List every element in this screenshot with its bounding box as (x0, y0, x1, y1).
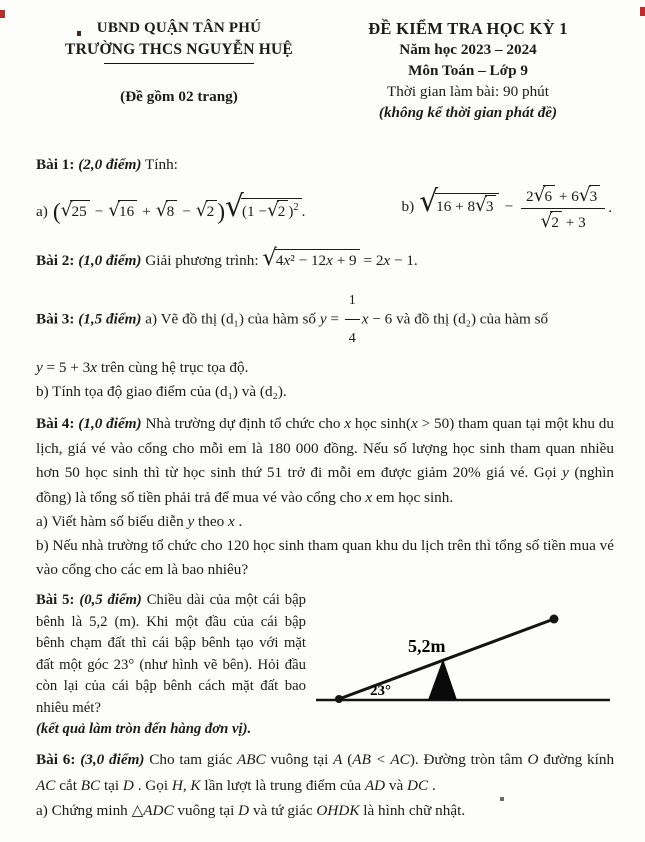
math-var: y (36, 359, 43, 376)
problem-4-body (36, 412, 614, 510)
problem-5-text (36, 590, 306, 741)
radical-sign: √ (578, 184, 591, 206)
problem-points: (1,0 điểm) (78, 252, 142, 269)
text-token: . (428, 776, 436, 794)
text-token: trên cùng hệ trục tọa độ. (97, 359, 249, 376)
math-var: AC (36, 776, 56, 794)
problem-points: (0,5 điểm) (79, 592, 142, 608)
school-block (36, 18, 322, 123)
problem-4-item-b: b) Nếu nhà trường tổ chức cho 120 học sinh tham quan khu du lịch trên thì tổng số tiền mua vé vào cổng cho các em là bao nhiêu? (36, 537, 614, 578)
fraction-numerator: 1 (345, 284, 360, 320)
radicand: 2 (550, 211, 562, 232)
angle-label: 23° (370, 683, 391, 699)
text-token: em học sinh. (372, 488, 454, 506)
paren-open: ( (52, 199, 61, 226)
operator: − (182, 203, 191, 221)
math-var: y (187, 513, 195, 530)
sqrt-term (155, 200, 177, 222)
radicand: 8 (166, 200, 178, 221)
math-var: D (238, 801, 250, 819)
text-token: + 9 (332, 252, 357, 269)
problem-6 (36, 747, 614, 823)
radicand: 3 (589, 185, 601, 206)
radical-sign: √ (262, 245, 277, 271)
text-token: ( (342, 750, 353, 768)
text-token: + 3 (561, 213, 586, 231)
text-token: là hình chữ nhật. (359, 801, 466, 819)
problem-3-line1 (36, 284, 614, 356)
math-var: x (344, 415, 352, 432)
exam-header (36, 18, 614, 123)
text-token: và đồ thị (d₂) của hàm số (392, 310, 549, 328)
text-token: . Gọi (133, 776, 172, 794)
sqrt-term (262, 245, 359, 271)
duration-note: (không kể thời gian phát đề) (378, 104, 558, 121)
sqrt-term (108, 200, 137, 222)
text-token: cắt (55, 776, 81, 794)
exam-duration: Thời gian làm bài: 90 phút (387, 83, 549, 100)
fraction-denominator: 4 (348, 331, 356, 346)
school-name: TRƯỜNG THCS NGUYỄN HUỆ (65, 41, 293, 58)
problem-3 (36, 284, 614, 404)
problem-points: (1,5 điểm) (78, 310, 142, 328)
operator: − (504, 198, 514, 216)
text-token: = 5 + 3 (42, 359, 91, 376)
problem-intro: Tính: (145, 156, 178, 173)
text-token: theo (194, 513, 228, 530)
math-var: y (562, 464, 569, 481)
text-token: vuông tại (173, 801, 239, 819)
problem-points: (1,0 điểm) (78, 415, 142, 432)
radicand: 25 (70, 200, 89, 221)
text-token: + 6 (555, 187, 579, 205)
text-token: tại (100, 776, 123, 794)
problem-label: Bài 6: (36, 750, 76, 768)
text-token: − 6 (368, 310, 393, 328)
radical-sign: √ (540, 210, 553, 232)
text-token: ) (288, 203, 294, 221)
problem-label: Bài 3: (36, 310, 75, 328)
text-token: . (234, 513, 243, 530)
problem-intro: Giải phương trình: (145, 252, 259, 269)
radicand: 6 (543, 185, 555, 206)
text-token: a) Chứng minh (36, 801, 132, 819)
text-token: (1 − (241, 203, 267, 221)
sqrt-term (60, 200, 90, 222)
problem-2 (36, 246, 614, 276)
page-content (36, 18, 614, 823)
text-token: = 2 (359, 252, 384, 269)
math-var: DC (407, 776, 429, 794)
problem-5-body: Chiều dài của một cái bập bênh là 5,2 (m). Khi một đầu của cái bập bênh chạm đất thì cái bập bênh tạo với mặt đất một góc 23° (như hình vẽ bên). Hỏi đầu còn lại của cái bập bênh cách mặt đất bao nhiêu mét? (36, 592, 306, 716)
sqrt-term (578, 184, 600, 206)
scan-artifact-red-right (640, 7, 645, 16)
formula-2 (262, 245, 418, 271)
math-var: △ADC (131, 801, 174, 819)
fraction (521, 185, 605, 232)
operator: − (94, 203, 104, 221)
problem-label: Bài 1: (36, 156, 75, 173)
page-count-note: (Đề gồm 02 trang) (120, 88, 238, 105)
math-var: x (411, 415, 418, 432)
sqrt-nested-term (419, 183, 499, 219)
math-var: x (283, 252, 291, 269)
problem-5 (36, 590, 614, 741)
problem-label: Bài 2: (36, 252, 75, 269)
radicand: 16 (118, 200, 137, 221)
math-var: ABC (236, 750, 266, 768)
paren-close: ) (217, 199, 226, 226)
math-var: x (365, 488, 373, 506)
math-var: x (326, 252, 333, 269)
problem-points: (3,0 điểm) (80, 750, 145, 768)
fraction-denominator (521, 209, 605, 232)
radicand: 2 (206, 200, 218, 221)
subject-grade: Môn Toán – Lớp 9 (408, 62, 528, 79)
radical-sign: √ (155, 200, 168, 222)
scan-artifact-red-left (0, 10, 5, 18)
rounding-note: (kết quả làm tròn đến hàng đơn vị). (36, 721, 252, 737)
operator: + (142, 203, 151, 221)
text-token: ² − 12 (290, 252, 327, 269)
text-token: = (326, 310, 343, 328)
text-token: và (385, 776, 408, 794)
math-var: AB < AC (352, 750, 410, 768)
problem-4 (36, 412, 614, 582)
radical-sign: √ (225, 188, 244, 224)
problem-1-formulas (36, 182, 614, 234)
fraction (345, 284, 360, 356)
math-var: O (527, 750, 539, 768)
exam-title: ĐỀ KIỂM TRA HỌC KỲ 1 (368, 19, 568, 38)
math-var: H, K (171, 776, 201, 794)
radicand: 3 (485, 195, 497, 216)
exam-title-block (322, 18, 614, 123)
exponent: 2 (293, 202, 299, 214)
math-var: x (361, 310, 369, 328)
math-var: BC (80, 776, 101, 794)
radical-sign: √ (195, 200, 208, 222)
seesaw-diagram (314, 606, 614, 718)
text-token: học sinh( (351, 415, 412, 432)
problem-3-line2 (36, 356, 614, 380)
text-token: − 1. (390, 252, 418, 269)
problem-6-item-a (36, 799, 614, 823)
text-token: và tứ giác (249, 801, 317, 819)
sqrt-term (540, 210, 562, 232)
plank-end-dot-left (335, 695, 343, 703)
math-var: D (122, 776, 134, 794)
radical-sign: √ (108, 200, 121, 222)
math-var: x (90, 359, 98, 376)
problem-1-heading (36, 153, 614, 176)
radicand: 2 (277, 200, 289, 221)
sqrt-term (195, 200, 217, 222)
text-token: a) Vẽ đồ thị (d₁) của hàm số (145, 310, 317, 328)
radicand (275, 249, 360, 270)
math-var: A (333, 750, 343, 768)
text-token: lần lượt là trung điểm của (200, 776, 365, 794)
text-token: > 50) tham quan tại một khu du lịch, giá vé vào cổng cho mỗi em là 180 000 đồng. Nếu số lượng học sinh tham quan nhiều hơn 50 học sinh thì từ học sinh thứ 51 trở đi mỗi em được giảm 20% giá vé. Gọi (36, 415, 614, 481)
problem-label: Bài 5: (36, 592, 75, 608)
plank-end-dot-right (550, 615, 559, 624)
fraction-numerator (521, 185, 605, 209)
math-var: AD (364, 776, 386, 794)
text-token: . (608, 198, 612, 216)
sqrt-term (475, 195, 496, 217)
department-name: UBND QUẬN TÂN PHÚ (96, 20, 262, 36)
text-token: 4 (275, 252, 284, 269)
math-var: x (383, 252, 391, 269)
math-var: OHDK (316, 801, 360, 819)
plank-length-label: 5,2m (408, 636, 446, 656)
problem-label: Bài 4: (36, 415, 75, 432)
text-token: . (301, 203, 306, 221)
header-underline (104, 63, 254, 64)
text-token: đường kính (538, 750, 615, 768)
formula-1b (402, 185, 612, 232)
math-var: x (228, 513, 235, 530)
item-label: b) (401, 198, 415, 216)
sqrt-squared-group (225, 188, 302, 224)
radical-sign: √ (60, 200, 73, 222)
problem-3-item-b: b) Tính tọa độ giao điểm của (d₁) và (d₂). (36, 383, 287, 400)
formula-1a (36, 188, 306, 226)
text-token: (nghìn đồng) là tổng số tiền phải trả để mua vé vào cổng cho (36, 464, 614, 506)
text-token: a) Viết hàm số biểu diễn (36, 513, 188, 530)
radicand (241, 198, 302, 221)
problem-4-item-a (36, 510, 614, 534)
math-var: y (319, 310, 327, 328)
sqrt-term (533, 184, 555, 206)
text-token: Nhà trường dự định tổ chức cho (145, 415, 345, 432)
problem-points: (2,0 điểm) (78, 156, 142, 173)
radical-sign: √ (419, 183, 439, 219)
text-token: ). Đường tròn tâm (409, 750, 528, 768)
text-token: vuông tại (265, 750, 334, 768)
radical-sign: √ (266, 200, 279, 222)
problem-5-figure (306, 590, 614, 741)
sqrt-term (266, 200, 288, 222)
text-token: 16 + 8 (436, 198, 476, 216)
school-year: Năm học 2023 – 2024 (399, 41, 537, 58)
radical-sign: √ (533, 184, 546, 206)
item-label: a) (36, 203, 48, 221)
text-token: Cho tam giác (149, 750, 237, 768)
problem-6-body (36, 747, 614, 799)
radical-sign: √ (475, 195, 487, 217)
radicand (435, 193, 499, 216)
text-token: 2 (526, 187, 534, 205)
